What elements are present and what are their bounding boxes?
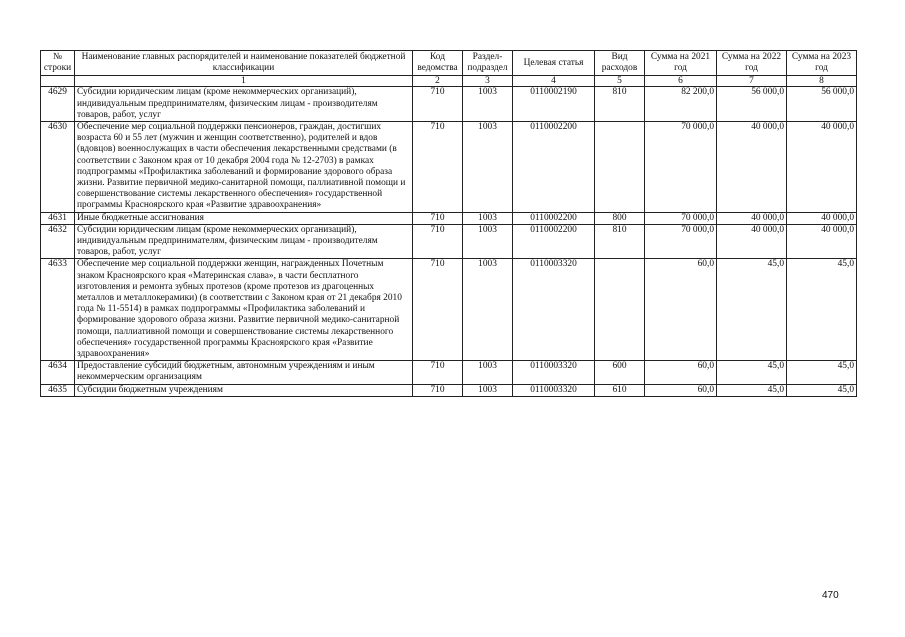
row-sum-2021: 82 200,0 xyxy=(645,87,717,122)
column-number-row xyxy=(41,76,857,87)
row-number: 4631 xyxy=(41,212,75,224)
header-sum-2023: Сумма на 2023 год xyxy=(787,51,857,76)
row-target-article: 0110002190 xyxy=(513,87,595,122)
row-number: 4633 xyxy=(41,259,75,361)
row-target-article: 0110002200 xyxy=(513,224,595,259)
header-row-number: № строки xyxy=(41,51,75,76)
table-row xyxy=(41,384,857,396)
row-sum-2023: 45,0 xyxy=(787,361,857,384)
row-target-article: 0110003320 xyxy=(513,361,595,384)
row-expense-type: 600 xyxy=(595,361,645,384)
row-name: Субсидии бюджетным учреждениям xyxy=(75,384,413,396)
row-name: Субсидии юридическим лицам (кроме некоммерческих организаций), индивидуальным предпринимателям, физическим лицам - производителям товаров, работ, услуг xyxy=(75,224,413,259)
table-row xyxy=(41,87,857,122)
row-sum-2023: 56 000,0 xyxy=(787,87,857,122)
row-department-code: 710 xyxy=(413,224,463,259)
column-number: 3 xyxy=(463,76,513,87)
row-expense-type: 800 xyxy=(595,212,645,224)
row-sum-2023: 45,0 xyxy=(787,259,857,361)
row-expense-type: 810 xyxy=(595,87,645,122)
row-name: Обеспечение мер социальной поддержки женщин, награжденных Почетным знаком Красноярского края «Материнская слава», в части бесплатного изготовления и ремонта зубных протезов (кроме протезов из драгоценных металлов и металлокерамики) (в соответствии с Законом края от 21 декабря 2010 года № 11-5514) в рамках подпрограммы «Профилактика заболеваний и формирование здорового образа жизни. Развитие первичной медико-санитарной помощи, паллиативной помощи и совершенствование системы лекарственного обеспечения» государственной программы Красноярского края «Развитие здравоохранения» xyxy=(75,259,413,361)
header-department-code: Код ведомства xyxy=(413,51,463,76)
row-target-article: 0110003320 xyxy=(513,259,595,361)
row-number: 4635 xyxy=(41,384,75,396)
table-row xyxy=(41,259,857,361)
row-expense-type: 610 xyxy=(595,384,645,396)
row-section: 1003 xyxy=(463,87,513,122)
header-section: Раздел-подраздел xyxy=(463,51,513,76)
column-number xyxy=(41,76,75,87)
row-expense-type xyxy=(595,122,645,213)
row-number: 4634 xyxy=(41,361,75,384)
row-name: Обеспечение мер социальной поддержки пенсионеров, граждан, достигших возраста 60 и 55 лет (мужчин и женщин соответственно), родителей и вдов (вдовцов) военнослужащих в части обеспечения лекарственными средствами (в соответствии с Законом края от 10 декабря 2004 года № 12-2703) в рамках подпрограммы «Профилактика заболеваний и формирование здорового образа жизни. Развитие первичной медико-санитарной помощи, паллиативной помощи и совершенствование системы лекарственного обеспечения» государственной программы Красноярского края «Развитие здравоохранения» xyxy=(75,122,413,213)
row-section: 1003 xyxy=(463,212,513,224)
row-sum-2022: 45,0 xyxy=(717,259,787,361)
table-row xyxy=(41,212,857,224)
row-department-code: 710 xyxy=(413,384,463,396)
row-number: 4630 xyxy=(41,122,75,213)
header-target-article: Целевая статья xyxy=(513,51,595,76)
row-section: 1003 xyxy=(463,259,513,361)
row-section: 1003 xyxy=(463,384,513,396)
row-sum-2021: 70 000,0 xyxy=(645,224,717,259)
row-target-article: 0110002200 xyxy=(513,212,595,224)
table-row xyxy=(41,122,857,213)
row-name: Иные бюджетные ассигнования xyxy=(75,212,413,224)
header-expense-type: Вид расходов xyxy=(595,51,645,76)
row-sum-2022: 40 000,0 xyxy=(717,122,787,213)
budget-table xyxy=(40,50,857,397)
header-name: Наименование главных распорядителей и наименование показателей бюджетной классификации xyxy=(75,51,413,76)
row-sum-2021: 70 000,0 xyxy=(645,212,717,224)
row-sum-2023: 40 000,0 xyxy=(787,212,857,224)
column-number: 5 xyxy=(595,76,645,87)
row-target-article: 0110002200 xyxy=(513,122,595,213)
row-expense-type xyxy=(595,259,645,361)
column-number: 2 xyxy=(413,76,463,87)
row-sum-2023: 40 000,0 xyxy=(787,122,857,213)
row-sum-2021: 60,0 xyxy=(645,361,717,384)
table-header-row xyxy=(41,51,857,76)
row-department-code: 710 xyxy=(413,259,463,361)
row-name: Субсидии юридическим лицам (кроме некоммерческих организаций), индивидуальным предпринимателям, физическим лицам - производителям товаров, работ, услуг xyxy=(75,87,413,122)
row-department-code: 710 xyxy=(413,212,463,224)
row-sum-2022: 40 000,0 xyxy=(717,212,787,224)
row-sum-2022: 40 000,0 xyxy=(717,224,787,259)
row-sum-2022: 45,0 xyxy=(717,384,787,396)
table-row xyxy=(41,361,857,384)
column-number: 8 xyxy=(787,76,857,87)
row-sum-2021: 70 000,0 xyxy=(645,122,717,213)
row-department-code: 710 xyxy=(413,122,463,213)
row-name: Предоставление субсидий бюджетным, автономным учреждениям и иным некоммерческим организациям xyxy=(75,361,413,384)
row-department-code: 710 xyxy=(413,361,463,384)
table-row xyxy=(41,224,857,259)
column-number: 4 xyxy=(513,76,595,87)
row-department-code: 710 xyxy=(413,87,463,122)
row-expense-type: 810 xyxy=(595,224,645,259)
row-number: 4629 xyxy=(41,87,75,122)
header-sum-2022: Сумма на 2022 год xyxy=(717,51,787,76)
row-target-article: 0110003320 xyxy=(513,384,595,396)
column-number: 1 xyxy=(75,76,413,87)
row-sum-2022: 45,0 xyxy=(717,361,787,384)
page-number: 470 xyxy=(822,590,839,601)
row-sum-2021: 60,0 xyxy=(645,384,717,396)
row-sum-2022: 56 000,0 xyxy=(717,87,787,122)
row-number: 4632 xyxy=(41,224,75,259)
row-section: 1003 xyxy=(463,361,513,384)
row-sum-2021: 60,0 xyxy=(645,259,717,361)
row-sum-2023: 40 000,0 xyxy=(787,224,857,259)
row-section: 1003 xyxy=(463,224,513,259)
column-number: 6 xyxy=(645,76,717,87)
header-sum-2021: Сумма на 2021 год xyxy=(645,51,717,76)
row-sum-2023: 45,0 xyxy=(787,384,857,396)
row-section: 1003 xyxy=(463,122,513,213)
column-number: 7 xyxy=(717,76,787,87)
